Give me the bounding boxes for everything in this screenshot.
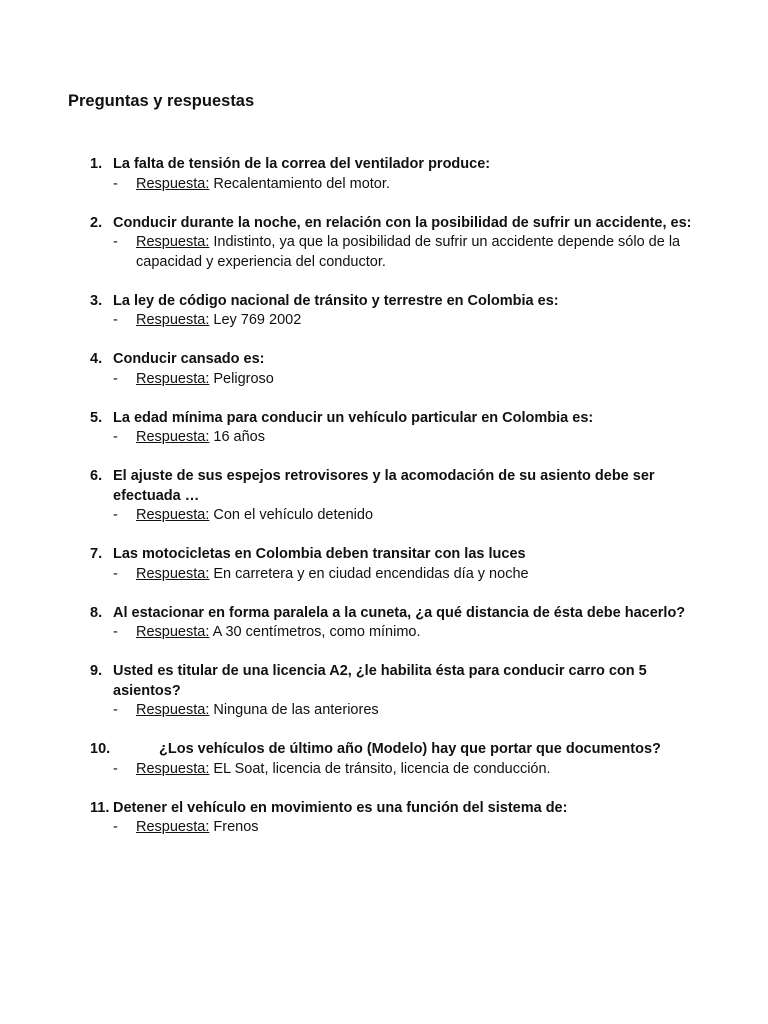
answer-text: 16 años: [213, 429, 265, 445]
dash-bullet: -: [113, 175, 118, 192]
answer-line: [0, 623, 768, 643]
question-number: 9.: [90, 663, 103, 679]
answer-line: [0, 370, 768, 390]
question-number: 2.: [90, 214, 103, 231]
answer-line: [0, 233, 768, 272]
answer-label: Respuesta:: [136, 624, 210, 640]
answer-label: Respuesta:: [136, 819, 210, 835]
answer-text: En carretera y en ciudad encendidas día y noche: [213, 565, 529, 582]
qa-item-5: [0, 409, 768, 448]
question-text: Conducir durante la noche, en relación con la posibilidad de sufrir un accidente, es:: [113, 214, 692, 231]
qa-item-7: [0, 545, 768, 584]
qa-item-6: [0, 467, 768, 526]
answer-text: A 30 centímetros, como mínimo.: [212, 624, 421, 640]
question-text: La falta de tensión de la correa del ventilador produce:: [113, 156, 491, 172]
question-text: [113, 740, 693, 760]
question-number: 3.: [90, 292, 103, 309]
question-text: Al estacionar en forma paralela a la cuneta, ¿a qué distancia de ésta debe hacerlo?: [113, 604, 686, 621]
question-number: 5.: [90, 409, 103, 426]
answer-text: EL Soat, licencia de tránsito, licencia de conducción.: [213, 760, 551, 777]
dash-bullet: -: [113, 370, 118, 387]
dash-bullet: -: [113, 429, 118, 445]
qa-item-3: [0, 292, 768, 331]
answer-text: Frenos: [213, 819, 259, 835]
dash-bullet: -: [113, 760, 118, 777]
answer-text: Peligroso: [213, 370, 274, 387]
question-text: Conducir cansado es:: [113, 351, 265, 367]
answer-text: Con el vehículo detenido: [213, 507, 374, 523]
answer-line: [0, 506, 768, 526]
question-number: 4.: [90, 351, 103, 367]
answer-line: [0, 428, 768, 448]
question-text: La edad mínima para conducir un vehículo particular en Colombia es:: [113, 409, 594, 426]
question-number: 6.: [90, 468, 103, 484]
answer-line: [0, 760, 768, 780]
answer-text: Recalentamiento del motor.: [213, 175, 390, 192]
answer-label: Respuesta:: [136, 429, 210, 445]
answer-label: Respuesta:: [136, 175, 210, 192]
answer-text: Ninguna de las anteriores: [213, 702, 379, 718]
answer-label: Respuesta:: [136, 370, 210, 387]
dash-bullet: -: [113, 565, 118, 582]
question-number: 1.: [90, 156, 103, 172]
question-text: La ley de código nacional de tránsito y terrestre en Colombia es:: [113, 292, 559, 309]
answer-text: Ley 769 2002: [213, 312, 302, 328]
question-number: 8.: [90, 604, 103, 621]
answer-text: Indistinto, ya que la posibilidad de sufrir un accidente depende sólo de la capacidad y experiencia del conductor.: [136, 234, 681, 270]
answer-line: [0, 818, 768, 838]
qa-item-2: [0, 214, 768, 273]
answer-line: [0, 175, 768, 195]
qa-item-10: [0, 740, 768, 779]
answer-line: [0, 565, 768, 585]
question-number: 11.: [90, 799, 110, 816]
answer-line: [0, 311, 768, 331]
dash-bullet: -: [113, 624, 118, 640]
dash-bullet: -: [113, 507, 118, 523]
dash-bullet: -: [113, 312, 118, 328]
qa-item-11: [0, 799, 768, 838]
question-text: Detener el vehículo en movimiento es una función del sistema de:: [113, 799, 568, 816]
question-text-indented: ¿Los vehículos de último año (Modelo) hay que portar que documentos?: [159, 741, 661, 757]
question-number: 7.: [90, 546, 103, 562]
dash-bullet: -: [113, 234, 118, 250]
answer-label: Respuesta:: [136, 702, 210, 718]
qa-list: [0, 155, 768, 857]
answer-label: Respuesta:: [136, 507, 210, 523]
answer-label: Respuesta:: [136, 760, 210, 777]
qa-item-1: [0, 155, 768, 194]
qa-item-9: [0, 662, 768, 721]
answer-label: Respuesta:: [136, 565, 210, 582]
question-text: El ajuste de sus espejos retrovisores y la acomodación de su asiento debe ser efectuada …: [113, 468, 655, 504]
answer-label: Respuesta:: [136, 312, 210, 328]
page-title: Preguntas y respuestas: [68, 92, 255, 110]
dash-bullet: -: [113, 702, 118, 718]
question-number: 10.: [90, 741, 111, 757]
question-text: Usted es titular de una licencia A2, ¿le habilita ésta para conducir carro con 5 asientos?: [113, 663, 647, 699]
dash-bullet: -: [113, 819, 118, 835]
qa-item-8: [0, 604, 768, 643]
qa-item-4: [0, 350, 768, 389]
question-text: Las motocicletas en Colombia deben transitar con las luces: [113, 546, 526, 562]
answer-label: Respuesta:: [136, 234, 210, 250]
answer-line: [0, 701, 768, 721]
